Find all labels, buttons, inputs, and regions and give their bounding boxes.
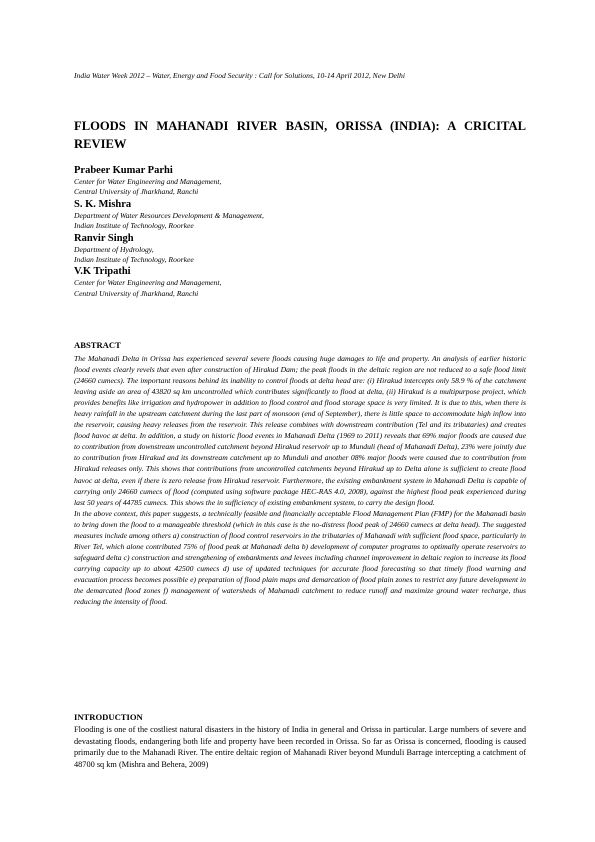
author-affiliation-line: Center for Water Engineering and Management, [74, 278, 222, 288]
author-affiliation-line: Indian Institute of Technology, Roorkee [74, 221, 194, 231]
paper-title: FLOODS IN MAHANADI RIVER BASIN, ORISSA (INDIA): A CRICITAL REVIEW [74, 119, 526, 151]
author-affiliation-line: Indian Institute of Technology, Roorkee [74, 255, 194, 265]
author-affiliation-line: Department of Water Resources Development & Management, [74, 210, 264, 220]
author-affiliation-line: Department of Hydrology, [74, 244, 154, 254]
author-name: V.K Tripathi [74, 266, 131, 278]
author-affiliation-line: Central University of Jharkhand, Ranchi [74, 288, 199, 298]
author-block [74, 232, 526, 266]
author-block [74, 164, 526, 198]
author-affiliation-line: Central University of Jharkhand, Ranchi [74, 187, 199, 197]
author-affiliation-line: Center for Water Engineering and Management, [74, 177, 222, 186]
introduction-heading: INTRODUCTION [74, 712, 143, 722]
running-head: India Water Week 2012 – Water, Energy and Food Security : Call for Solutions, 10-14 April 2012, New Delhi [74, 71, 405, 80]
author-block [74, 265, 526, 299]
author-name: Prabeer Kumar Parhi [74, 165, 173, 176]
abstract-body [74, 353, 526, 607]
author-name: S. K. Mishra [74, 198, 132, 210]
author-name: Ranvir Singh [74, 232, 134, 244]
author-block [74, 198, 526, 232]
author-list [74, 164, 526, 299]
abstract-heading: ABSTRACT [74, 340, 121, 350]
abstract-paragraph: The Mahanadi Delta in Orissa has experienced several severe floods causing huge damages to life and property. An analysis of earlier historic flood events clearly revels that even after construction of Hirakud Dam; the peak floods in the deltaic region are not reduced to a safe flood limit (24660 cumecs). The important reasons behind its inability to control floods at delta head are: (i) Hirakud intercepts only 58.9 % of the catchment leaving aside an area of 43820 sq km uncontrolled which contributes significantly to flood at delta, (ii) Hirakud is a multipurpose project, which provides benefits like irrigation and hydropower in addition to flood control and flood storage space is very limited. It is due to this, when there is heavy rainfall in the upstream catchment during the last part of monsoon (end of September), there is little space to accommodate high inflow into the reservoir, causing heavy releases from the reservoir. This release combines with downstream contribution (Tel and its tributaries) and creates flood havoc at delta. In addition, a study on historic flood events in Mahanadi Delta (1969 to 2011) reveals that 69% major floods are caused due to contribution from downstream uncontrolled catchment beyond Hirakud reservoir up to Munduli (head of Mahanadi Delta), 23% were jointly due to contribution from Hirakud and its downstream catchment up to Munduli and another 08% major floods were caused due to contribution from Hirakud releases only. This shows that contributions from uncontrolled catchments beyond Hirakud up to Delta alone is sufficient to create flood havoc at delta, even if there is zero release from Hirakud reservoir. Furthermore, the existing embankment system in Mahanadi Delta is capable of carrying only 24660 cumecs of flood (computed using software package HEC-RAS 4.0, 2008), against the highest flood peak experienced during last 50 years of 44785 cumecs. This shows the in sufficiency of existing embankment system, to carry the design flood. [74, 354, 526, 507]
abstract-paragraph: In the above context, this paper suggests, a technically feasible and financially acceptable Flood Management Plan (FMP) for the Mahanadi basin to bring down the flood to a manageable threshold (which in this case is the no-distress flood peak of 24660 cumecs at delta head). The suggested measures include among others a) construction of flood control reservoirs in the tributaries of Mahanadi with sufficient flood space, particularly in River Tel, which alone contributed 75% of flood peak at Mahanadi delta b) development of computer programs to optimally operate reservoirs to safeguard delta c) construction and strengthening of embankments and levees including channel improvement in deltaic region to increase its flood carrying capacity up to about 42500 cumecs d) use of updated techniques for accurate flood forecasting so that timely flood warning and evacuation process becomes possible e) preparation of flood plain maps and demarcation of flood plain zones to restrict any future development in the demarcated flood zones f) management of watersheds of Mahanadi catchment to reduce runoff and maximize ground water recharge, thus reducing the intensity of flood. [74, 508, 526, 607]
introduction-paragraph: Flooding is one of the costliest natural disasters in the history of India in general and Orissa in particular. Large numbers of severe and devastating floods, endangering both life and property have been recorded in Orissa. So far as Orissa is concerned, flooding is caused primarily due to the Mahanadi River. The entire deltaic region of Mahanadi River beyond Munduli Barrage intercepting a catchment of 48700 sq km (Mishra and Behera, 2009) [74, 725, 526, 769]
